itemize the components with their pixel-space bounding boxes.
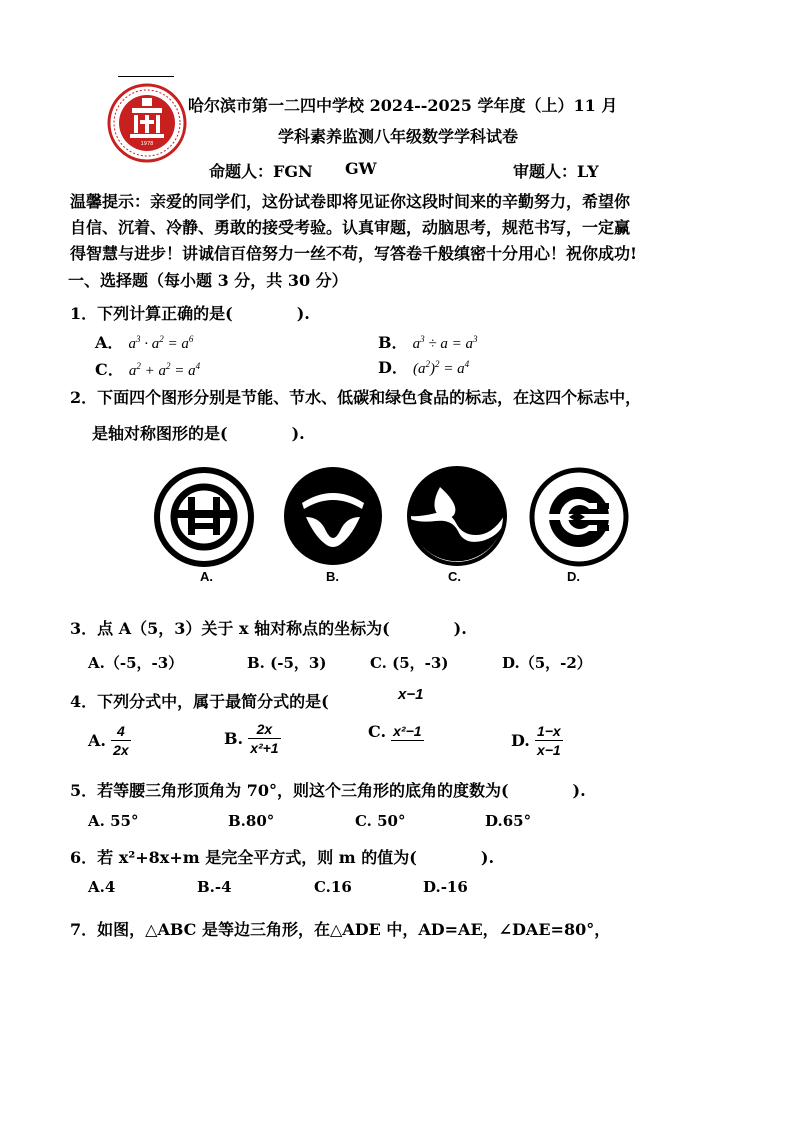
q4-option-c: C. x²−1 [368, 722, 422, 741]
q6-option-a: A.4 [88, 878, 116, 896]
low-carbon-icon [406, 465, 508, 567]
water-saving-icon [282, 465, 384, 567]
q2-caption-a: A. [200, 569, 213, 584]
q2-stem-line1: 2．下面四个图形分别是节能、节水、低碳和绿色食品的标志，在这四个标志中， [70, 388, 642, 407]
header-title-line1: 哈尔滨市第一二四中学校 2024--2025 学年度（上）11 月 [188, 96, 618, 115]
q3-option-d: D.（5，-2） [502, 654, 592, 672]
svg-text:1978: 1978 [140, 141, 154, 147]
q6-option-d: D.-16 [423, 878, 468, 896]
section1-title: 一、选择题（每小题 3 分，共 30 分） [68, 271, 348, 290]
q4-option-b: B. $\frac{2x}{\text{x²+1}}$ [224, 721, 279, 756]
q3-option-a: A.（-5，-3） [88, 654, 184, 672]
green-food-icon [527, 465, 631, 569]
q5-option-d: D.65° [485, 812, 532, 830]
q1-option-a: A． $a^3 \cdot a^2 = a^6$ [95, 333, 194, 352]
q6-stem: 6．若 x²+8x+m 是完全平方式，则 m 的值为( ). [70, 848, 495, 867]
q4-stem: 4．下列分式中，属于最简分式的是( [70, 692, 329, 711]
q5-stem: 5．若等腰三角形顶角为 70°，则这个三角形的底角的度数为( ). [70, 781, 586, 800]
q4-stray-text: x−1 [398, 686, 424, 703]
q3-option-c: C. (5，-3) [370, 654, 449, 672]
header-title-line2: 学科素养监测八年级数学学科试卷 [278, 127, 519, 146]
q5-option-a: A. 55° [88, 812, 139, 830]
q3-stem: 3．点 A（5，3）关于 x 轴对称点的坐标为( ). [70, 619, 467, 638]
header-rule [118, 76, 174, 77]
q2-caption-d: D. [567, 569, 580, 584]
header-authors: 命题人：FGN [209, 162, 313, 181]
q7-stem: 7．如图，△ABC 是等边三角形，在△ADE 中，AD=AE，∠DAE=80°， [70, 920, 611, 939]
header-reviewer: 审题人：LY [513, 162, 599, 181]
q4-option-d: D. $\frac{1-x}{x-1}$ [511, 723, 561, 758]
tips-line1: 温馨提示：亲爱的同学们，这份试卷即将见证你这段时间来的辛勤努力，希望你 [70, 192, 631, 211]
q1-option-b: B． $a^3 \div a = a^3$ [378, 333, 478, 352]
q1-stem: 1．下列计算正确的是( ). [70, 304, 310, 323]
q4-option-a: A. $\frac{4}{2x}$ [88, 723, 129, 758]
q5-option-c: C. 50° [355, 812, 406, 830]
q2-caption-b: B. [326, 569, 339, 584]
header-authors-second: GW [345, 159, 377, 178]
tips-line3: 得智慧与进步！讲诚信百倍努力一丝不苟，写答卷千般缜密十分用心！祝你成功! [70, 244, 638, 263]
tips-line2: 自信、沉着、冷静、勇敢的接受考验。认真审题，动脑思考，规范书写，一定赢 [70, 218, 631, 237]
energy-saving-icon [152, 465, 256, 569]
q3-option-b: B. (-5，3) [247, 654, 327, 672]
q6-option-b: B.-4 [197, 878, 232, 896]
school-logo [106, 82, 188, 164]
q6-option-c: C.16 [314, 878, 352, 896]
q1-option-c: C． $a^2 + a^2 = a^4$ [95, 360, 201, 379]
q1-option-d: D． $(a^2)^2 = a^4$ [378, 358, 470, 377]
q5-option-b: B.80° [228, 812, 275, 830]
q2-stem-line2: 是轴对称图形的是( ). [92, 424, 305, 443]
q2-caption-c: C. [448, 569, 461, 584]
